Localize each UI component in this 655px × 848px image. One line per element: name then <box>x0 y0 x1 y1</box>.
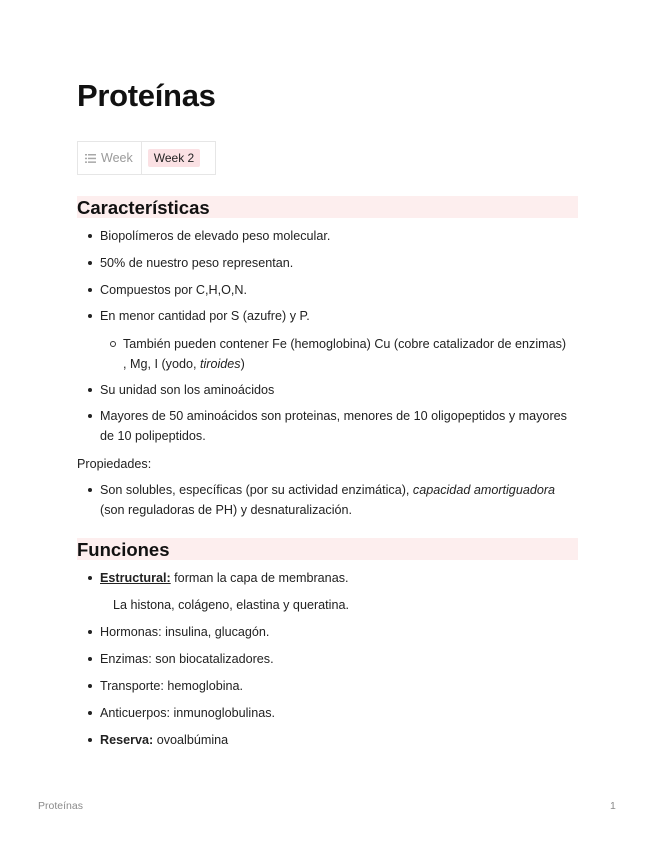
list-item: Compuestos por C,H,O,N. <box>100 280 580 300</box>
page-number: 1 <box>610 800 616 812</box>
property-key <box>78 142 142 174</box>
list-item: Transporte: hemoglobina. <box>100 676 580 696</box>
property-row <box>77 141 216 175</box>
sub-item-line2b: ) <box>240 357 245 371</box>
sub-list-item <box>123 334 581 374</box>
sub-item-line2a: , Mg, I (yodo, <box>123 357 200 371</box>
footer-title: Proteínas <box>38 800 83 812</box>
list-item <box>100 568 580 588</box>
propiedades-line2: (son reguladoras de PH) y desnaturalización. <box>100 503 353 517</box>
week-tag: Week 2 <box>148 149 200 167</box>
estructural-text: forman la capa de membranas. <box>170 571 349 585</box>
list-item <box>100 730 580 750</box>
propiedades-italic: capacidad amortiguadora <box>412 483 556 497</box>
long-item-line1: Mayores de 50 aminoácidos son proteinas, menores de 10 oligopeptidos y mayores <box>100 409 567 423</box>
list-item: Enzimas: son biocatalizadores. <box>100 649 580 669</box>
page-title: Proteínas <box>77 78 216 113</box>
heading-caracteristicas: Características <box>77 196 578 218</box>
list-item <box>100 406 580 446</box>
reserva-label: Reserva: <box>100 733 154 747</box>
property-value <box>142 149 206 167</box>
list-item <box>100 480 580 520</box>
estructural-label: Estructural: <box>100 571 171 585</box>
list-item: 50% de nuestro peso representan. <box>100 253 580 273</box>
property-key-label: Week <box>101 151 133 165</box>
estructural-detail: La histona, colágeno, elastina y queratina. <box>113 598 349 612</box>
propiedades-label: Propiedades: <box>77 457 152 471</box>
sub-item-line1: También pueden contener Fe (hemoglobina) Cu (cobre catalizador de enzimas) <box>123 337 567 351</box>
list-item: Su unidad son los aminoácidos <box>100 380 580 400</box>
propiedades-text: Son solubles, específicas (por su actividad enzimática), <box>100 483 413 497</box>
reserva-text: ovoalbúmina <box>153 733 229 747</box>
long-item-line2: de 10 polipeptidos. <box>100 429 206 443</box>
list-item: En menor cantidad por S (azufre) y P. <box>100 306 580 326</box>
list-item: Hormonas: insulina, glucagón. <box>100 622 580 642</box>
heading-funciones: Funciones <box>77 538 578 560</box>
list-item: Anticuerpos: inmunoglobulinas. <box>100 703 580 723</box>
sub-item-line2-italic: tiroides <box>200 357 241 371</box>
list-icon <box>85 154 96 163</box>
list-item: Biopolímeros de elevado peso molecular. <box>100 226 580 246</box>
